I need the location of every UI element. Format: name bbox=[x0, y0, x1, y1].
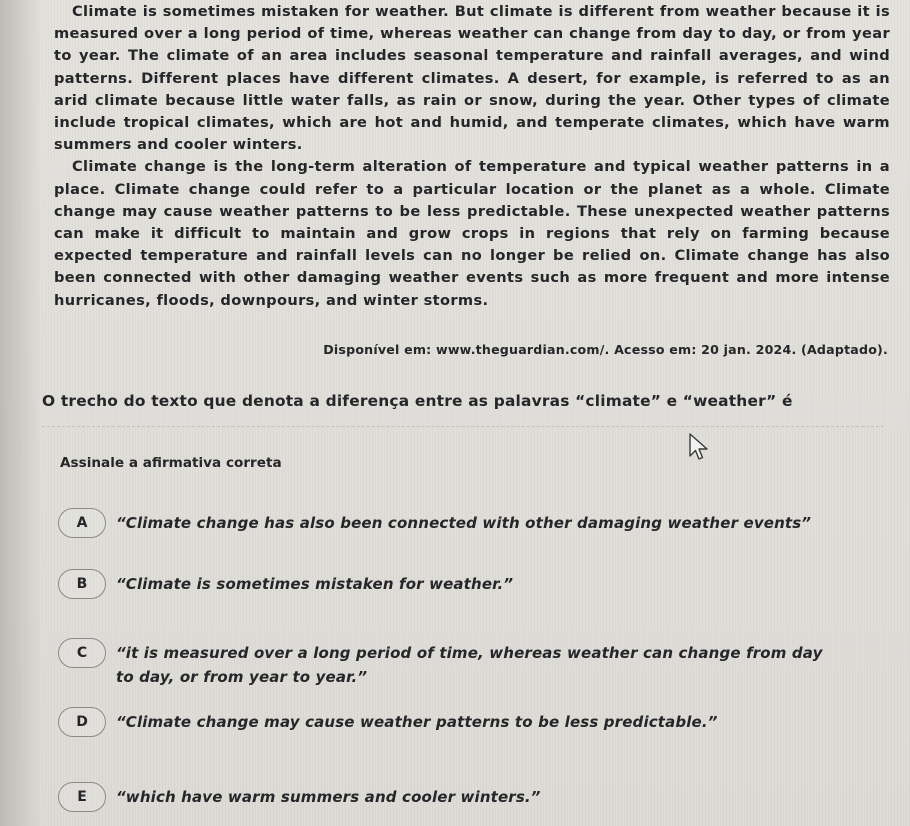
reading-passage bbox=[54, 1, 890, 312]
passage-paragraph-2: Climate change is the long-term alteration of temperature and typical weather patterns in a place. Climate change could refer to a particular location or the planet as a whole. Climate change may cause weather patterns to be less predictable. These unexpected weather patterns can make it difficult to maintain and grow crops in regions that rely on farming because expected temperature and rainfall levels can no longer be relied on. Climate change has also been connected with other damaging weather events such as more frequent and more intense hurricanes, floods, downpours, and winter storms. bbox=[54, 158, 890, 309]
option-letter-d[interactable]: D bbox=[58, 707, 106, 737]
option-letter-e[interactable]: E bbox=[58, 782, 106, 812]
option-letter-a[interactable]: A bbox=[58, 508, 106, 538]
source-citation: Disponível em: www.theguardian.com/. Acesso em: 20 jan. 2024. (Adaptado). bbox=[323, 342, 888, 357]
option-letter-c[interactable]: C bbox=[58, 638, 106, 668]
answer-option-c[interactable] bbox=[58, 638, 836, 689]
option-text-b[interactable]: “Climate is sometimes mistaken for weather.” bbox=[116, 575, 514, 593]
arrow-pointer-icon bbox=[688, 432, 712, 464]
option-text-e[interactable]: “which have warm summers and cooler winters.” bbox=[116, 788, 541, 806]
passage-paragraph-1: Climate is sometimes mistaken for weather. But climate is different from weather because it is measured over a long period of time, whereas weather can change from day to day, or from year to year. The climate of an area includes seasonal temperature and rainfall averages, and wind patterns. Different places have different climates. A desert, for example, is referred to as an arid climate because little water falls, as rain or snow, during the year. Other types of climate include tropical climates, which are hot and humid, and temperate climates, which have warm summers and cooler winters. bbox=[54, 3, 890, 154]
answer-option-e[interactable] bbox=[58, 782, 836, 812]
answer-option-a[interactable] bbox=[58, 508, 836, 538]
option-text-c[interactable]: “it is measured over a long period of time, whereas weather can change from day to day, or from year to year.” bbox=[116, 644, 823, 686]
option-text-d[interactable]: “Climate change may cause weather patterns to be less predictable.” bbox=[116, 713, 718, 731]
question-stem: O trecho do texto que denota a diferença entre as palavras “climate” e “weather” é bbox=[42, 392, 793, 410]
instruction-label: Assinale a afirmativa correta bbox=[60, 455, 282, 471]
option-letter-b[interactable]: B bbox=[58, 569, 106, 599]
left-edge-shadow bbox=[0, 0, 42, 826]
answer-option-b[interactable] bbox=[58, 569, 836, 599]
answer-option-d[interactable] bbox=[58, 707, 836, 737]
option-text-a[interactable]: “Climate change has also been connected with other damaging weather events” bbox=[116, 514, 812, 532]
section-divider bbox=[42, 426, 884, 427]
